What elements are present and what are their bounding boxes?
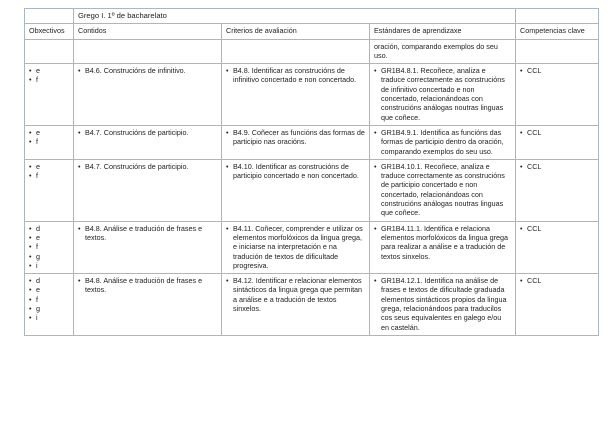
criterio-cell-list xyxy=(226,128,365,147)
obxectivos-cell-item: • e xyxy=(29,162,69,171)
criterio-cell xyxy=(222,274,370,336)
obxectivos-cell xyxy=(25,159,74,221)
contido-cell-list xyxy=(78,66,217,75)
contido-cell-list xyxy=(78,128,217,137)
table-title-row xyxy=(25,9,599,24)
obxectivos-cell-item: • e xyxy=(29,128,69,137)
contido-cell-list xyxy=(78,224,217,243)
contido-cell-text: • B4.8. Análise e tradución de frases e textos. xyxy=(78,224,217,243)
obxectivos-cell-item: • g xyxy=(29,252,69,261)
competencias-cell-list xyxy=(520,162,594,171)
criterio-cell xyxy=(222,159,370,221)
header-competencias: Competencias clave xyxy=(516,24,599,39)
contido-cell-list xyxy=(78,162,217,171)
competencias-cell-item: • CCL xyxy=(520,276,594,285)
estandar-cell-list xyxy=(374,224,511,261)
estandar-cell-text: • GR1B4.12.1. Identifica na análise de frases e textos de dificultade graduada elementos sintácticos propios da lingua grega, relacionándoos para traducilos cos seus equivalentes en galego e/ou en castelán. xyxy=(374,276,511,332)
estandar-cell-text: • GR1B4.11.1. Identifica e relaciona elementos morfolóxicos da lingua grega para realizar a análise e a tradución de textos sinxelos. xyxy=(374,224,511,261)
estandar-cell xyxy=(370,125,516,159)
obxectivos-cell xyxy=(25,274,74,336)
criterio-cell xyxy=(222,221,370,273)
estandar-cell xyxy=(370,159,516,221)
table-row xyxy=(25,221,599,273)
contido-cell-text: • B4.6. Construcións de infinitivo. xyxy=(78,66,217,75)
continuation-empty-cell xyxy=(25,39,74,64)
competencias-cell xyxy=(516,221,599,273)
competencias-cell-list xyxy=(520,224,594,233)
obxectivos-cell-item: • e xyxy=(29,285,69,294)
obxectivos-cell-list xyxy=(29,66,69,85)
continuation-row xyxy=(25,39,599,64)
estandar-cell-list xyxy=(374,128,511,156)
header-contidos: Contidos xyxy=(74,24,222,39)
contido-cell-list xyxy=(78,276,217,295)
header-estandares: Estándares de aprendizaxe xyxy=(370,24,516,39)
continuation-text: oración, comparando exemplos do seu uso. xyxy=(370,39,516,64)
criterio-cell-list xyxy=(226,276,365,313)
criterio-cell-list xyxy=(226,224,365,270)
curriculum-table xyxy=(24,8,599,336)
competencias-cell-list xyxy=(520,276,594,285)
curriculum-page xyxy=(24,8,599,336)
criterio-cell-text: • B4.12. Identificar e relacionar elementos sintácticos da lingua grega que permitan a análise e a tradución de textos sinxelos. xyxy=(226,276,365,313)
obxectivos-cell-item: • e xyxy=(29,233,69,242)
competencias-cell xyxy=(516,274,599,336)
contido-cell xyxy=(74,159,222,221)
competencias-cell xyxy=(516,159,599,221)
estandar-cell-text: • GR1B4.9.1. Identifica as funcións das formas de participio dentro da oración, comparando exemplos do seu uso. xyxy=(374,128,511,156)
obxectivos-cell-item: • e xyxy=(29,66,69,75)
criterio-cell xyxy=(222,125,370,159)
estandar-cell xyxy=(370,221,516,273)
table-row xyxy=(25,274,599,336)
estandar-cell-list xyxy=(374,66,511,122)
table-row xyxy=(25,125,599,159)
contido-cell xyxy=(74,64,222,126)
obxectivos-cell-item: • i xyxy=(29,313,69,322)
criterio-cell-text: • B4.8. Identificar as construcións de infinitivo concertado e non concertado. xyxy=(226,66,365,85)
title-empty-cell xyxy=(516,9,599,24)
competencias-cell-item: • CCL xyxy=(520,224,594,233)
table-row xyxy=(25,159,599,221)
contido-cell xyxy=(74,221,222,273)
criterio-cell-list xyxy=(226,66,365,85)
estandar-cell-text: • GR1B4.8.1. Recoñece, analiza e traduce correctamente as construcións de infinitivo concertado e non concertado, relacionándoas con construcións análogas noutras linguas que coñece. xyxy=(374,66,511,122)
obxectivos-cell-list xyxy=(29,276,69,322)
obxectivos-cell-item: • i xyxy=(29,261,69,270)
contido-cell-text: • B4.7. Construcións de participio. xyxy=(78,162,217,171)
criterio-cell-list xyxy=(226,162,365,181)
obxectivos-cell-item: • f xyxy=(29,295,69,304)
competencias-cell-item: • CCL xyxy=(520,128,594,137)
obxectivos-cell-item: • f xyxy=(29,171,69,180)
obxectivos-cell-item: • f xyxy=(29,75,69,84)
obxectivos-cell-item: • d xyxy=(29,224,69,233)
estandar-cell-list xyxy=(374,162,511,218)
criterio-cell-text: • B4.11. Coñecer, comprender e utilizar os elementos morfolóxicos da lingua grega, e iniciarse na interpretación e na tradución de textos de dificultade progresiva. xyxy=(226,224,365,270)
title-empty-cell xyxy=(25,9,74,24)
competencias-cell-item: • CCL xyxy=(520,66,594,75)
competencias-cell xyxy=(516,64,599,126)
obxectivos-cell-list xyxy=(29,162,69,181)
estandar-cell xyxy=(370,64,516,126)
criterio-cell xyxy=(222,64,370,126)
header-criterios: Criterios de avaliación xyxy=(222,24,370,39)
obxectivos-cell-list xyxy=(29,224,69,270)
estandar-cell-list xyxy=(374,276,511,332)
header-obxectivos: Obxectivos xyxy=(25,24,74,39)
contido-cell xyxy=(74,274,222,336)
criterio-cell-text: • B4.9. Coñecer as funcións das formas de participio nas oracións. xyxy=(226,128,365,147)
contido-cell xyxy=(74,125,222,159)
obxectivos-cell-item: • g xyxy=(29,304,69,313)
continuation-empty-cell xyxy=(74,39,222,64)
competencias-cell-item: • CCL xyxy=(520,162,594,171)
continuation-empty-cell xyxy=(516,39,599,64)
continuation-empty-cell xyxy=(222,39,370,64)
competencias-cell-list xyxy=(520,66,594,75)
obxectivos-cell-item: • f xyxy=(29,242,69,251)
estandar-cell xyxy=(370,274,516,336)
obxectivos-cell xyxy=(25,125,74,159)
obxectivos-cell-item: • f xyxy=(29,137,69,146)
obxectivos-cell xyxy=(25,64,74,126)
obxectivos-cell xyxy=(25,221,74,273)
competencias-cell xyxy=(516,125,599,159)
competencias-cell-list xyxy=(520,128,594,137)
criterio-cell-text: • B4.10. Identificar as construcións de participio concertado e non concertado. xyxy=(226,162,365,181)
table-header-row xyxy=(25,24,599,39)
table-row xyxy=(25,64,599,126)
obxectivos-cell-item: • d xyxy=(29,276,69,285)
contido-cell-text: • B4.7. Construcións de participio. xyxy=(78,128,217,137)
table-title: Grego I. 1º de bacharelato xyxy=(74,9,516,24)
estandar-cell-text: • GR1B4.10.1. Recoñece, analiza e traduce correctamente as construcións de participio concertado e non concertado, relacionándoas con construcións análogas noutras linguas que coñece. xyxy=(374,162,511,218)
obxectivos-cell-list xyxy=(29,128,69,147)
contido-cell-text: • B4.8. Análise e tradución de frases e textos. xyxy=(78,276,217,295)
